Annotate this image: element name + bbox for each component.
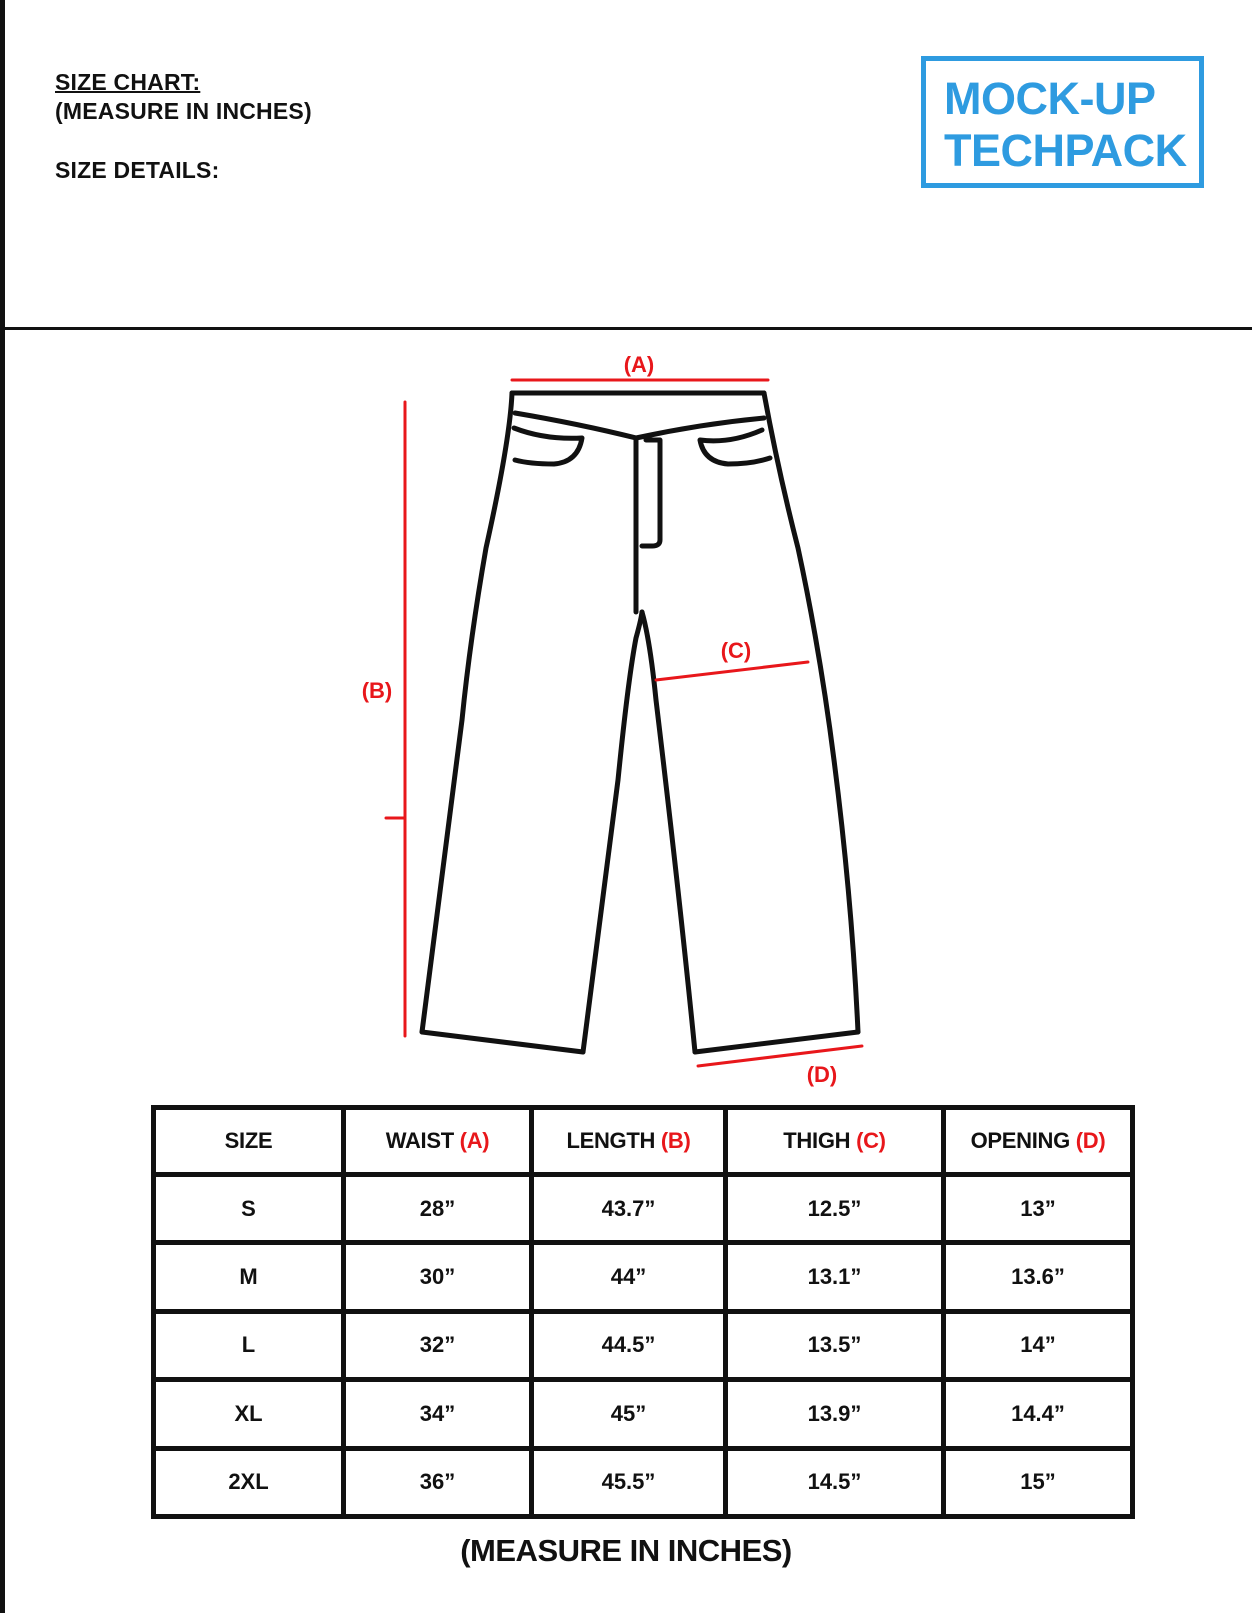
cell-thigh: 13.1” xyxy=(726,1243,944,1311)
col-header-opening xyxy=(944,1108,1133,1175)
cell-length: 45.5” xyxy=(532,1448,726,1516)
cell-size: M xyxy=(154,1243,344,1311)
cell-waist: 28” xyxy=(344,1175,532,1243)
col-header-code: (A) xyxy=(459,1128,490,1153)
label-b: (B) xyxy=(361,678,393,703)
logo-line-1: MOCK-UP xyxy=(944,73,1156,124)
right-outer-seam xyxy=(764,393,858,1032)
col-header-label: OPENING xyxy=(970,1128,1070,1153)
label-c: (C) xyxy=(720,638,752,663)
cell-opening: 13.6” xyxy=(944,1243,1133,1311)
label-a: (A) xyxy=(623,352,655,377)
cell-opening: 15” xyxy=(944,1448,1133,1516)
measure-line-c xyxy=(656,662,808,680)
col-header-label: THIGH xyxy=(783,1128,851,1153)
left-hem xyxy=(422,1032,583,1052)
left-outer-seam xyxy=(422,393,512,1032)
fly-stitch xyxy=(642,440,660,546)
right-pocket xyxy=(700,430,770,464)
col-header-thigh xyxy=(726,1108,944,1175)
logo-line-2: TECHPACK xyxy=(944,125,1187,176)
pants-outline-icon xyxy=(422,393,858,1052)
cell-waist: 30” xyxy=(344,1243,532,1311)
table-row xyxy=(154,1380,1133,1448)
cell-length: 44” xyxy=(532,1243,726,1311)
cell-size: 2XL xyxy=(154,1448,344,1516)
cell-thigh: 13.9” xyxy=(726,1380,944,1448)
col-header-waist xyxy=(344,1108,532,1175)
col-header-label: WAIST xyxy=(385,1128,454,1153)
cell-waist: 32” xyxy=(344,1311,532,1379)
measurement-labels xyxy=(362,352,838,1087)
table-header-row xyxy=(154,1108,1133,1175)
footer-measure-note: (MEASURE IN INCHES) xyxy=(460,1533,792,1568)
waistband-bottom xyxy=(515,413,764,438)
col-header-code: (C) xyxy=(856,1128,886,1153)
cell-size: S xyxy=(154,1175,344,1243)
table-row xyxy=(154,1311,1133,1379)
label-d: (D) xyxy=(806,1062,838,1087)
left-inseam xyxy=(583,612,642,1052)
size-chart-title: SIZE CHART: xyxy=(55,69,201,95)
cell-length: 45” xyxy=(532,1380,726,1448)
col-header-code: (B) xyxy=(660,1128,691,1153)
size-details-label: SIZE DETAILS: xyxy=(55,157,220,183)
col-header-label: SIZE xyxy=(224,1128,273,1153)
col-header-size xyxy=(154,1108,344,1175)
cell-length: 44.5” xyxy=(532,1311,726,1379)
cell-thigh: 12.5” xyxy=(726,1175,944,1243)
col-header-label: LENGTH xyxy=(566,1128,656,1153)
cell-size: XL xyxy=(154,1380,344,1448)
cell-thigh: 13.5” xyxy=(726,1311,944,1379)
cell-opening: 14.4” xyxy=(944,1380,1133,1448)
left-pocket xyxy=(514,428,582,464)
cell-length: 43.7” xyxy=(532,1175,726,1243)
cell-waist: 36” xyxy=(344,1448,532,1516)
col-header-code: (D) xyxy=(1075,1128,1106,1153)
col-header-length xyxy=(532,1108,726,1175)
table-row xyxy=(154,1448,1133,1516)
table-row xyxy=(154,1175,1133,1243)
size-chart-subtitle: (MEASURE IN INCHES) xyxy=(55,98,312,124)
size-table xyxy=(151,1105,1135,1519)
cell-waist: 34” xyxy=(344,1380,532,1448)
cell-opening: 14” xyxy=(944,1311,1133,1379)
table-row xyxy=(154,1243,1133,1311)
cell-opening: 13” xyxy=(944,1175,1133,1243)
cell-thigh: 14.5” xyxy=(726,1448,944,1516)
cell-size: L xyxy=(154,1311,344,1379)
